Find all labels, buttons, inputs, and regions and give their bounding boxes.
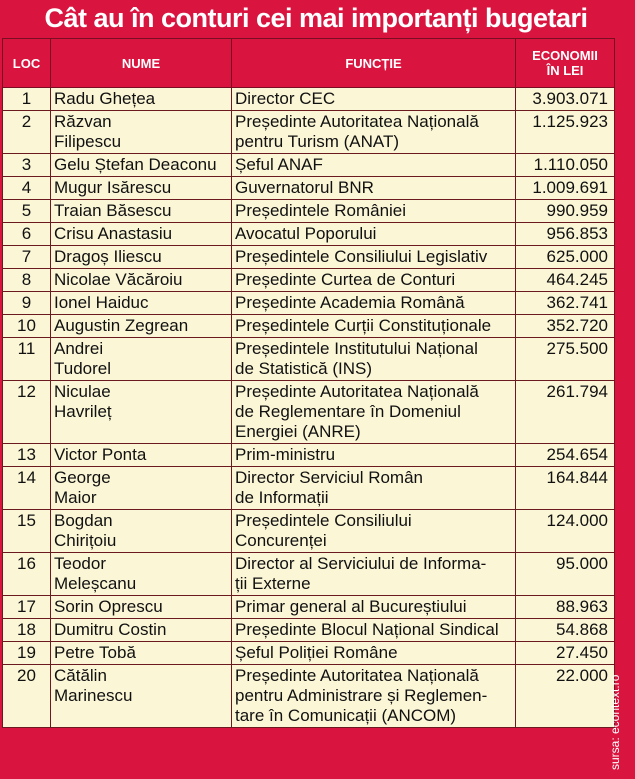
name-cell: Radu Ghețea <box>51 88 232 111</box>
function-cell: Prim-ministru <box>232 444 516 467</box>
rank-cell: 16 <box>3 553 51 596</box>
rank-cell: 4 <box>3 177 51 200</box>
function-cell: Președintele Curții Constituționale <box>232 315 516 338</box>
table-row <box>3 200 615 223</box>
savings-cell: 261.794 <box>516 381 615 444</box>
rank-cell: 15 <box>3 510 51 553</box>
table-row <box>3 223 615 246</box>
name-cell: Bogdan Chirițoiu <box>51 510 232 553</box>
rank-cell: 10 <box>3 315 51 338</box>
function-cell: Președinte Curtea de Conturi <box>232 269 516 292</box>
function-cell: Președintele României <box>232 200 516 223</box>
header-functie: FUNCȚIE <box>232 39 516 88</box>
name-cell: Gelu Ștefan Deaconu <box>51 154 232 177</box>
savings-cell: 95.000 <box>516 553 615 596</box>
rank-cell: 2 <box>3 111 51 154</box>
rank-cell: 3 <box>3 154 51 177</box>
name-cell: Traian Băsescu <box>51 200 232 223</box>
function-cell: Șeful Poliției Române <box>232 642 516 665</box>
function-cell: Director al Serviciului de Informa- ții Externe <box>232 553 516 596</box>
name-cell: Niculae Havrileț <box>51 381 232 444</box>
header-nume: NUME <box>51 39 232 88</box>
savings-cell: 990.959 <box>516 200 615 223</box>
name-cell: Dumitru Costin <box>51 619 232 642</box>
function-cell: Președinte Blocul Național Sindical <box>232 619 516 642</box>
name-cell: Augustin Zegrean <box>51 315 232 338</box>
function-cell: Șeful ANAF <box>232 154 516 177</box>
savings-table <box>2 38 615 728</box>
rank-cell: 13 <box>3 444 51 467</box>
savings-cell: 464.245 <box>516 269 615 292</box>
name-cell: Răzvan Filipescu <box>51 111 232 154</box>
table-row <box>3 619 615 642</box>
savings-cell: 22.000 <box>516 665 615 728</box>
name-cell: Teodor Meleșcanu <box>51 553 232 596</box>
rank-cell: 11 <box>3 338 51 381</box>
function-cell: Președintele Consiliului Concurenței <box>232 510 516 553</box>
savings-cell: 362.741 <box>516 292 615 315</box>
rank-cell: 9 <box>3 292 51 315</box>
table-row <box>3 642 615 665</box>
header-economii-line1: ECONOMII <box>532 48 598 63</box>
table-row <box>3 665 615 728</box>
rank-cell: 18 <box>3 619 51 642</box>
name-cell: Sorin Oprescu <box>51 596 232 619</box>
table-row <box>3 381 615 444</box>
savings-cell: 1.110.050 <box>516 154 615 177</box>
savings-cell: 352.720 <box>516 315 615 338</box>
table-row <box>3 246 615 269</box>
header-economii <box>516 39 615 88</box>
table-row <box>3 177 615 200</box>
function-cell: Președinte Autoritatea Națională pentru Turism (ANAT) <box>232 111 516 154</box>
rank-cell: 17 <box>3 596 51 619</box>
savings-cell: 124.000 <box>516 510 615 553</box>
table-row <box>3 553 615 596</box>
header-loc: LOC <box>3 39 51 88</box>
name-cell: Petre Tobă <box>51 642 232 665</box>
table-body <box>3 88 615 728</box>
name-cell: George Maior <box>51 467 232 510</box>
savings-cell: 254.654 <box>516 444 615 467</box>
name-cell: Mugur Isărescu <box>51 177 232 200</box>
name-cell: Nicolae Văcăroiu <box>51 269 232 292</box>
savings-cell: 956.853 <box>516 223 615 246</box>
rank-cell: 20 <box>3 665 51 728</box>
rank-cell: 7 <box>3 246 51 269</box>
rank-cell: 12 <box>3 381 51 444</box>
page-title: Cât au în conturi cei mai importanți bugetari <box>44 3 588 33</box>
savings-cell: 88.963 <box>516 596 615 619</box>
name-cell: Andrei Tudorel <box>51 338 232 381</box>
function-cell: Președinte Autoritatea Națională de Reglementare în Domeniul Energiei (ANRE) <box>232 381 516 444</box>
function-cell: Președintele Consiliului Legislativ <box>232 246 516 269</box>
savings-cell: 625.000 <box>516 246 615 269</box>
savings-cell: 27.450 <box>516 642 615 665</box>
function-cell: Președintele Institutului Național de Statistică (INS) <box>232 338 516 381</box>
savings-cell: 1.125.923 <box>516 111 615 154</box>
rank-cell: 8 <box>3 269 51 292</box>
table-row <box>3 596 615 619</box>
name-cell: Dragoș Iliescu <box>51 246 232 269</box>
table-row <box>3 111 615 154</box>
name-cell: Crisu Anastasiu <box>51 223 232 246</box>
function-cell: Avocatul Poporului <box>232 223 516 246</box>
rank-cell: 1 <box>3 88 51 111</box>
function-cell: Președinte Academia Română <box>232 292 516 315</box>
name-cell: Victor Ponta <box>51 444 232 467</box>
function-cell: Primar general al Bucureștiului <box>232 596 516 619</box>
table-row <box>3 338 615 381</box>
table-row <box>3 292 615 315</box>
rank-cell: 5 <box>3 200 51 223</box>
table-row <box>3 269 615 292</box>
table-row <box>3 315 615 338</box>
function-cell: Director CEC <box>232 88 516 111</box>
table-row <box>3 154 615 177</box>
table-row <box>3 467 615 510</box>
table-row <box>3 510 615 553</box>
name-cell: Cătălin Marinescu <box>51 665 232 728</box>
function-cell: Președinte Autoritatea Națională pentru Administrare și Reglemen- tare în Comunicații (ANCOM) <box>232 665 516 728</box>
table-row <box>3 88 615 111</box>
function-cell: Director Serviciul Român de Informații <box>232 467 516 510</box>
rank-cell: 6 <box>3 223 51 246</box>
function-cell: Guvernatorul BNR <box>232 177 516 200</box>
rank-cell: 14 <box>3 467 51 510</box>
rank-cell: 19 <box>3 642 51 665</box>
savings-cell: 54.868 <box>516 619 615 642</box>
savings-cell: 164.844 <box>516 467 615 510</box>
table-header-row <box>3 39 615 88</box>
table-row <box>3 444 615 467</box>
savings-cell: 1.009.691 <box>516 177 615 200</box>
savings-cell: 275.500 <box>516 338 615 381</box>
name-cell: Ionel Haiduc <box>51 292 232 315</box>
header-economii-line2: ÎN LEI <box>546 63 584 78</box>
savings-cell: 3.903.071 <box>516 88 615 111</box>
source-credit: sursa: econtext.ro <box>608 674 622 770</box>
